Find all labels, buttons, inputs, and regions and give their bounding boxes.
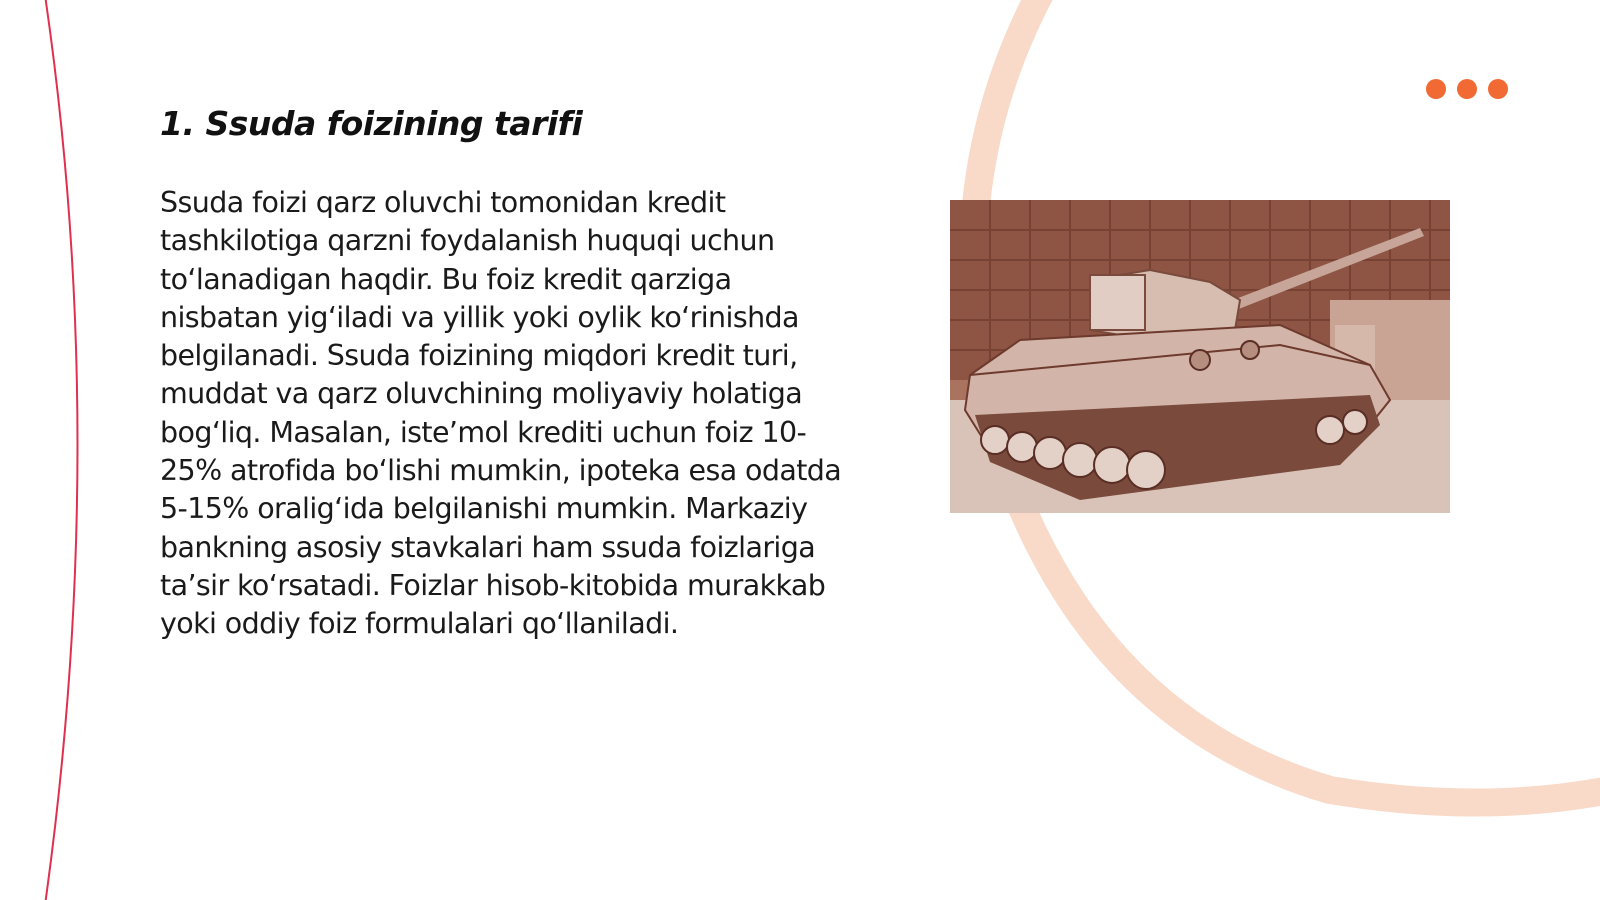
dot-2 xyxy=(1457,79,1477,99)
dot-3 xyxy=(1488,79,1508,99)
more-dots-icon xyxy=(1426,79,1508,99)
body-paragraph: Ssuda foizi qarz oluvchi tomonidan kredit tashkilotiga qarzni foydalanish huquqi uchun to‘lanadigan haqdir. Bu foiz kredit qarziga nisbatan yig‘iladi va yillik yoki oylik ko‘rinishda belgilanadi. Ssuda foizining miqdori kredit turi, muddat va qarz oluvchining moliyaviy holatiga bog‘liq. Masalan, iste’mol krediti uchun foiz 10-25% atrofida bo‘lishi mumkin, ipoteka esa odatda 5-15% oralig‘ida belgilanishi mumkin. Markaziy bankning asosiy stavkalari ham ssuda foizlariga ta’sir ko‘rsatadi. Foizlar hisob-kitobida murakkab yoki oddiy foiz formulalari qo‘llaniladi. xyxy=(160,186,842,641)
dot-1 xyxy=(1426,79,1446,99)
tank-photo xyxy=(950,200,1450,513)
decorative-left-line xyxy=(45,0,78,900)
slide-title: 1. Ssuda foizining tarifi xyxy=(160,104,583,143)
